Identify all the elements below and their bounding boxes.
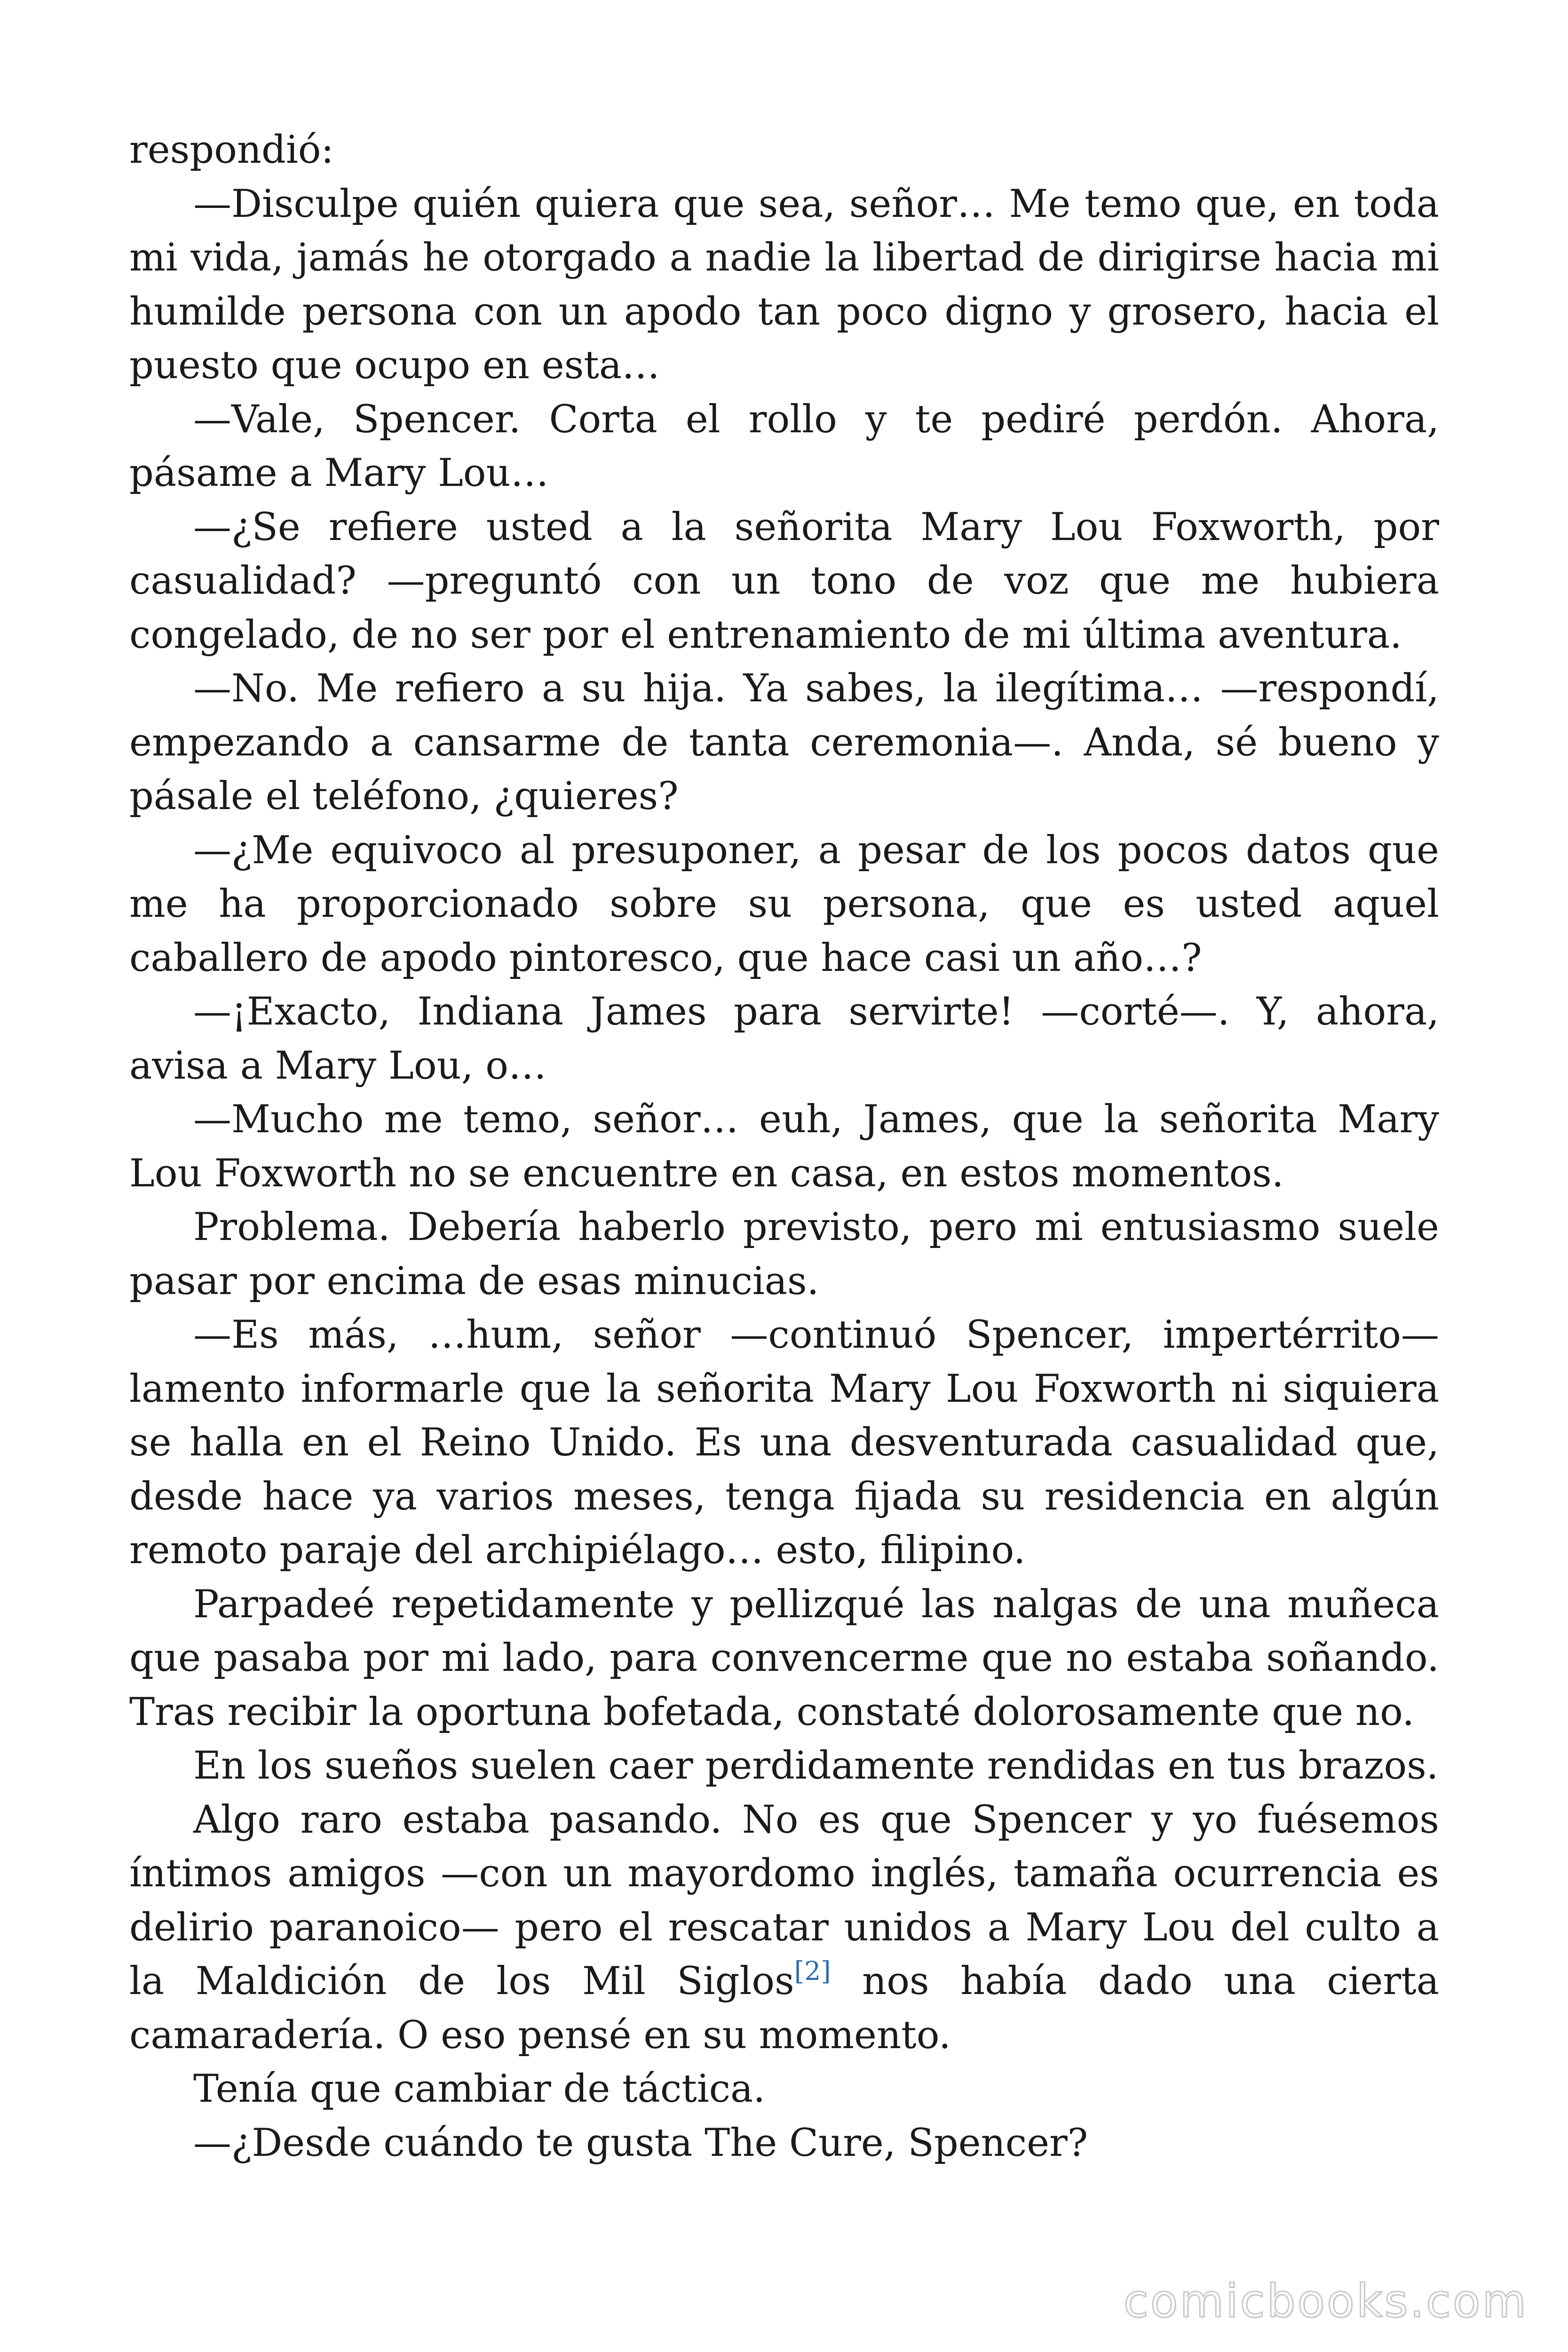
paragraph: —Vale, Spencer. Corta el rollo y te pediré perdón. Ahora, pásame a Mary Lou… xyxy=(129,397,1439,495)
paragraph: —Disculpe quién quiera que sea, señor… Me temo que, en toda mi vida, jamás he otorgado a nadie la libertad de dirigirse hacia mi humilde persona con un apodo tan poco digno y grosero, hacia el puesto que ocupo en esta… xyxy=(129,182,1439,388)
paragraph: —Es más, …hum, señor —continuó Spencer, impertérrito— lamento informarle que la señorita Mary Lou Foxworth ni siquiera se halla en el Reino Unido. Es una desventurada casualidad que, desde hace ya varios meses, tenga fijada su residencia en algún remoto paraje del archipiélago… esto, filipino. xyxy=(129,1313,1439,1573)
paragraph: —¿Me equivoco al presuponer, a pesar de los pocos datos que me ha proporcionado sobre su persona, que es usted aquel caballero de apodo pintoresco, que hace casi un año…? xyxy=(129,828,1439,980)
paragraph: —¿Se refiere usted a la señorita Mary Lou Foxworth, por casualidad? —preguntó con un tono de voz que me hubiera congelado, de no ser por el entrenamiento de mi última aventura. xyxy=(129,505,1439,657)
paragraph: respondió: xyxy=(129,128,334,172)
footnote-link[interactable]: [2] xyxy=(794,1956,831,1986)
paragraph: —¡Exacto, Indiana James para servirte! —corté—. Y, ahora, avisa a Mary Lou, o… xyxy=(129,990,1439,1088)
paragraph: —No. Me refiero a su hija. Ya sabes, la ilegítima… —respondí, empezando a cansarme de tanta ceremonia—. Anda, sé bueno y pásale el teléfono, ¿quieres? xyxy=(129,667,1439,818)
paragraph: —¿Desde cuándo te gusta The Cure, Spencer? xyxy=(193,2121,1088,2165)
body-text xyxy=(129,123,1439,2170)
paragraph: Problema. Debería haberlo previsto, pero mi entusiasmo suele pasar por encima de esas minucias. xyxy=(129,1205,1439,1303)
paragraph: En los sueños suelen caer perdidamente rendidas en tus brazos. xyxy=(193,1744,1439,1788)
paragraph: Parpadeé repetidamente y pellizqué las nalgas de una muñeca que pasaba por mi lado, para convencerme que no estaba soñando. Tras recibir la oportuna bofetada, constaté dolorosamente que no. xyxy=(129,1582,1439,1734)
paragraph-text: Algo raro estaba pasando. No es que Spencer y yo fuésemos íntimos amigos —con un mayordomo inglés, tamaña ocurrencia es delirio paranoico— pero el rescatar unidos a Mary Lou del culto a la Maldición de los Mil Siglos xyxy=(129,1797,1439,2003)
paragraph: —Mucho me temo, señor… euh, James, que la señorita Mary Lou Foxworth no se encuentre en casa, en estos momentos. xyxy=(129,1097,1439,1196)
watermark: comicbooks.com xyxy=(1123,2275,1528,2328)
paragraph-text: nos había dado una cierta camaradería. O eso pensé en su momento. xyxy=(129,1959,1439,2058)
paragraph-with-footnote xyxy=(129,1793,1439,2063)
paragraph: Tenía que cambiar de táctica. xyxy=(193,2067,766,2111)
